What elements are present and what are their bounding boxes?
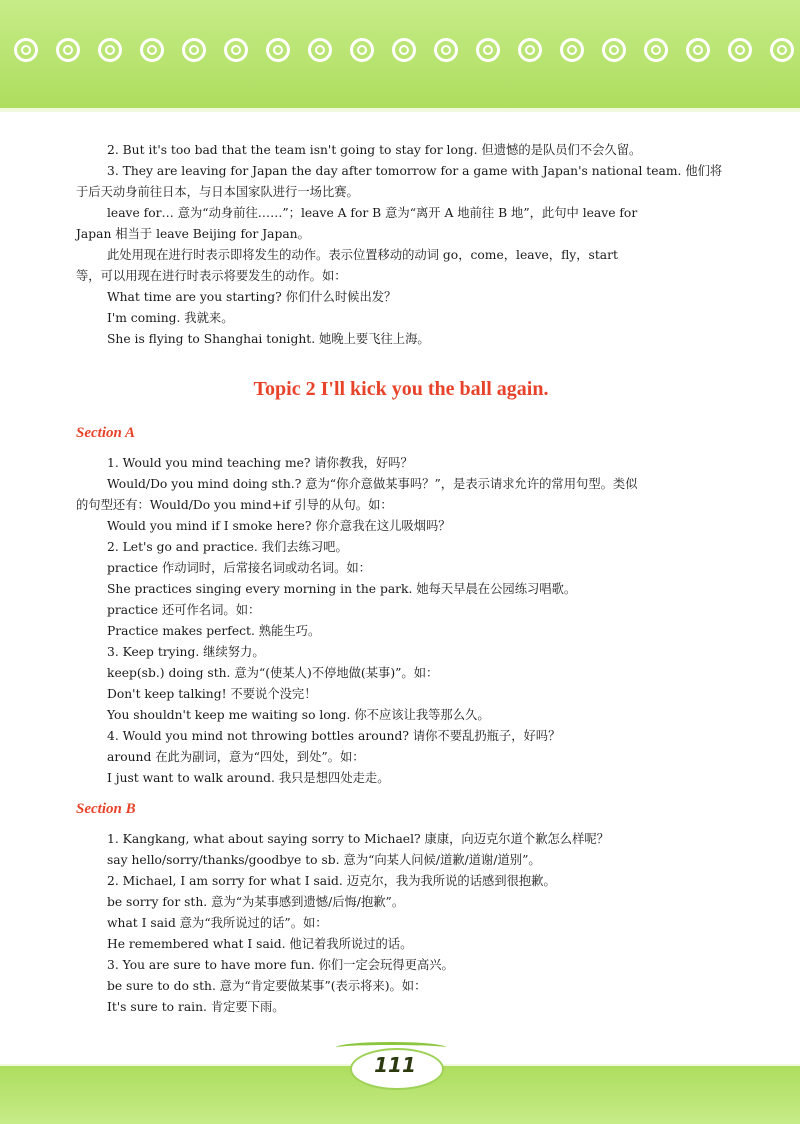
section-a-line: Would/Do you mind doing sth.? 意为“你介意做某事吗？”，是表示请求允许的常用句型。类似	[107, 477, 638, 491]
page-header-band	[0, 0, 800, 112]
ring-ornament-icon	[182, 38, 206, 62]
ring-ornament-icon	[686, 38, 710, 62]
section-a-line: 1. Would you mind teaching me? 请你教我，好吗？	[107, 456, 413, 470]
ring-ornament-icon	[14, 38, 38, 62]
ring-ornament-icon	[350, 38, 374, 62]
section-a-line: 3. Keep trying. 继续努力。	[107, 645, 265, 659]
section-b-line: It's sure to rain. 肯定要下雨。	[107, 1000, 285, 1014]
section-a-line: around 在此为副词，意为“四处，到处”。如：	[107, 750, 365, 764]
ring-ornament-icon	[560, 38, 584, 62]
section-a-line: practice 作动词时，后常接名词或动名词。如：	[107, 561, 371, 575]
ring-ornament-icon	[392, 38, 416, 62]
section-a-line: Practice makes perfect. 熟能生巧。	[107, 624, 321, 638]
section-spacer	[76, 789, 726, 799]
ring-ornament-icon	[56, 38, 80, 62]
section-a-line: She practices singing every morning in the park. 她每天早晨在公园练习唱歌。	[107, 582, 577, 596]
section-b-line: be sorry for sth. 意为“为某事感到遗憾/后悔/抱歉”。	[107, 895, 405, 909]
example-line: She is flying to Shanghai tonight. 她晚上要飞往上海。	[107, 332, 430, 346]
page-body	[76, 140, 726, 1018]
ring-ornament-icon	[728, 38, 752, 62]
topic-heading: Topic 2 I'll kick you the ball again.	[253, 378, 549, 400]
section-b-line: He remembered what I said. 他记着我所说过的话。	[107, 937, 413, 951]
decorative-rings	[14, 38, 794, 70]
section-b-line: 2. Michael, I am sorry for what I said. 迈克尔，我为我所说的话感到很抱歉。	[107, 874, 556, 888]
ring-ornament-icon	[140, 38, 164, 62]
example-line: I'm coming. 我就来。	[107, 311, 234, 325]
ring-ornament-icon	[644, 38, 668, 62]
section-b-line: 1. Kangkang, what about saying sorry to Michael? 康康，向迈克尔道个歉怎么样呢？	[107, 832, 609, 846]
ring-ornament-icon	[770, 38, 794, 62]
ring-ornament-icon	[308, 38, 332, 62]
ring-ornament-icon	[224, 38, 248, 62]
example-line: What time are you starting? 你们什么时候出发？	[107, 290, 397, 304]
intro-line: leave for… 意为“动身前往……”；leave A for B 意为“离开 A 地前往 B 地”，此句中 leave for	[107, 206, 638, 220]
section-a-heading: Section A	[76, 425, 136, 441]
section-b-heading: Section B	[76, 801, 136, 817]
ring-ornament-icon	[602, 38, 626, 62]
intro-line: 等，可以用现在进行时表示将要发生的动作。如：	[76, 269, 347, 283]
section-a-line: Would you mind if I smoke here? 你介意我在这儿吸烟吗？	[107, 519, 451, 533]
intro-line: 于后天动身前往日本，与日本国家队进行一场比赛。	[76, 185, 359, 199]
section-a-line: 的句型还有：Would/Do you mind+if 引导的从句。如：	[76, 498, 393, 512]
section-a-line: You shouldn't keep me waiting so long. 你不应该让我等那么久。	[107, 708, 490, 722]
intro-line: 2. But it's too bad that the team isn't going to stay for long. 但遗憾的是队员们不会久留。	[107, 143, 642, 157]
ring-ornament-icon	[476, 38, 500, 62]
ring-ornament-icon	[434, 38, 458, 62]
section-b-line: what I said 意为“我所说过的话”。如：	[107, 916, 328, 930]
ring-ornament-icon	[266, 38, 290, 62]
section-b-line: 3. You are sure to have more fun. 你们一定会玩得更高兴。	[107, 958, 454, 972]
ring-ornament-icon	[518, 38, 542, 62]
intro-line: 此处用现在进行时表示即将发生的动作。表示位置移动的动词 go，come，leave，fly，start	[107, 248, 618, 262]
section-a-line: 4. Would you mind not throwing bottles around? 请你不要乱扔瓶子，好吗？	[107, 729, 561, 743]
intro-line: Japan 相当于 leave Beijing for Japan。	[76, 227, 310, 241]
section-a-line: 2. Let's go and practice. 我们去练习吧。	[107, 540, 348, 554]
intro-line: 3. They are leaving for Japan the day after tomorrow for a game with Japan's national team. 他们将	[107, 164, 723, 178]
section-b-line: be sure to do sth. 意为“肯定要做某事”(表示将来)。如：	[107, 979, 427, 993]
section-a-line: Don't keep talking! 不要说个没完！	[107, 687, 317, 701]
section-a-line: keep(sb.) doing sth. 意为“(使某人)不停地做(某事)”。如：	[107, 666, 439, 680]
section-a-line: practice 还可作名词。如：	[107, 603, 261, 617]
page-number: 111	[374, 1053, 416, 1077]
section-a-line: I just want to walk around. 我只是想四处走走。	[107, 771, 390, 785]
ring-ornament-icon	[98, 38, 122, 62]
section-b-line: say hello/sorry/thanks/goodbye to sb. 意为“向某人问候/道歉/道谢/道别”。	[107, 853, 541, 867]
